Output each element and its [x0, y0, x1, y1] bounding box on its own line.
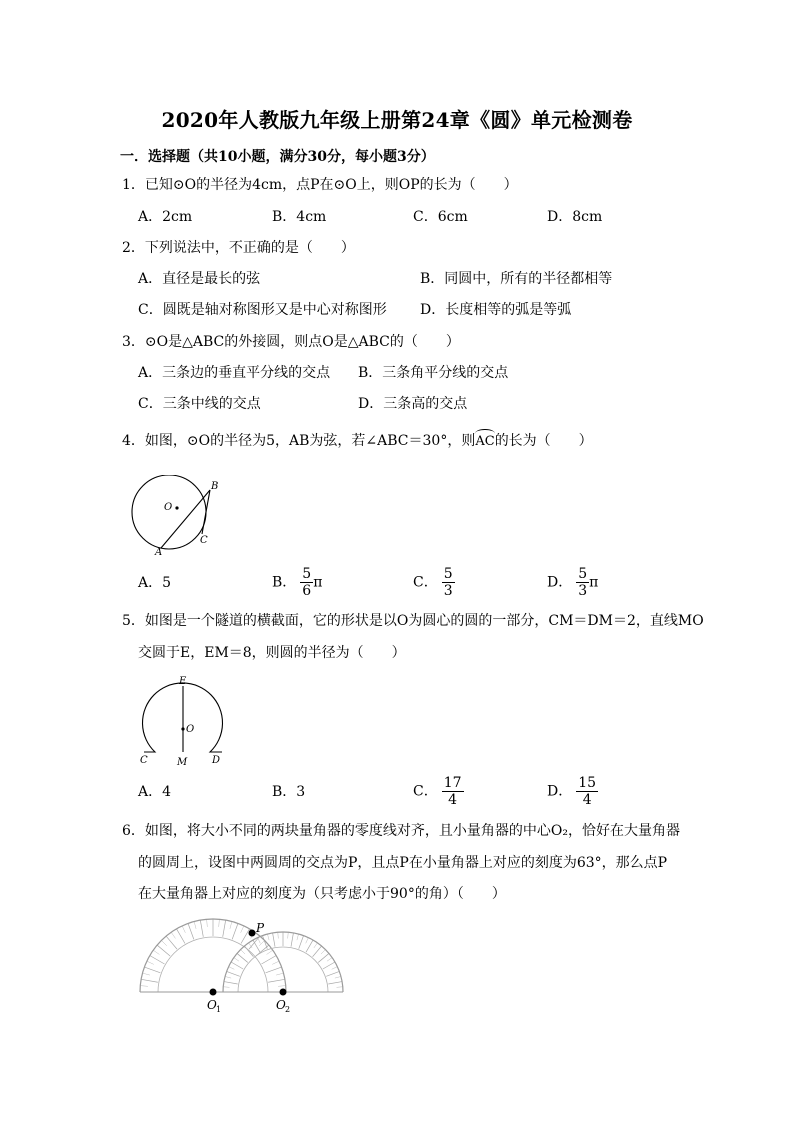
protractor-tick [278, 986, 286, 987]
protractor-tick [306, 938, 309, 944]
protractor-tick [332, 967, 338, 970]
q4-label-c: C [200, 535, 208, 546]
protractor-tick [241, 929, 250, 944]
protractor-tick [291, 933, 293, 947]
page-title: 2020年人教版九年级上册第24章《圆》单元检测卷 [161, 108, 633, 132]
q4-arc-label: AC [475, 434, 495, 449]
protractor-tick [327, 958, 332, 962]
protractor-tick [200, 920, 203, 937]
q6-label-o2: O [276, 998, 286, 1012]
protractor-tick [144, 967, 160, 973]
q2-option-b[interactable]: B．同圆中，所有的半径都相等 [420, 271, 613, 287]
q2-option-a[interactable]: A．直径是最长的弦 [138, 271, 261, 287]
protractor-tick [231, 962, 243, 969]
protractor-tick [141, 979, 158, 982]
protractor-tick [261, 956, 276, 965]
q1-option-d[interactable]: D．8cm [547, 209, 603, 225]
q5-label-e: E [179, 676, 187, 687]
protractor-tick [266, 967, 282, 973]
protractor-tick [177, 929, 186, 944]
protractor-tick [224, 982, 238, 984]
q1-option-b[interactable]: B．4cm [272, 209, 327, 225]
q4-center-dot [175, 506, 178, 509]
protractor-tick [150, 956, 165, 965]
q3-option-b[interactable]: B．三条角平分线的交点 [358, 365, 509, 381]
q4-label-a: A [155, 547, 163, 557]
q1-option-c[interactable]: C．6cm [413, 209, 468, 225]
protractor-tick [227, 971, 240, 976]
question-6-line-1: 6．如图，将大小不同的两块量角器的零度线对齐，且小量角器的中心O₂，恰好在大量角器 [122, 823, 680, 839]
q4-stem-pre: 4．如图，⊙O的半径为5，AB为弦，若∠ABC＝30°，则 [122, 433, 476, 449]
protractor-tick [267, 950, 273, 954]
protractor-tick [276, 973, 283, 975]
protractor-tick [267, 934, 269, 940]
protractor-tick [182, 926, 185, 933]
question-6-line-2: 的圆周上，设图中两圆周的交点为P，且点P在小量角器上对应的刻度为63°，那么点P [138, 855, 668, 871]
protractor-tick [161, 940, 166, 945]
q4-label-b: B [211, 481, 219, 492]
q6-label-o2-sub: 2 [285, 1005, 291, 1014]
protractor-tick [188, 923, 194, 939]
question-2-stem: 2．下列说法中，不正确的是（ ） [122, 240, 355, 256]
protractor-tick [299, 936, 304, 949]
point-p [249, 930, 256, 937]
protractor-tick [147, 961, 154, 964]
q2-option-d[interactable]: D．长度相等的弧是等弧 [420, 302, 572, 318]
protractor-tick [171, 932, 175, 938]
q5-figure [132, 673, 232, 768]
q4-option-b[interactable]: B． $\frac{5}{6}$ π [272, 566, 323, 599]
q6-protractor-figure [138, 918, 358, 1018]
q4-option-c[interactable]: C． $\frac{5}{3}$ [413, 566, 453, 599]
section-heading: 一．选择题（共10小题，满分30分，每小题3分） [120, 149, 435, 165]
protractor-tick [207, 919, 208, 927]
big-protractor-inner-arc [158, 937, 268, 992]
protractor-tick [314, 943, 318, 948]
q5-label-m: M [177, 757, 188, 768]
q5-center-dot [181, 727, 184, 730]
big-protractor-ticks [140, 919, 286, 992]
protractor-tick [253, 940, 260, 952]
q5-option-c[interactable]: C． $\frac{17}{4}$ [413, 775, 462, 808]
q6-label-o1-sub: 1 [216, 1005, 222, 1014]
protractor-tick [194, 921, 196, 928]
protractor-tick [306, 940, 313, 952]
question-4-stem [122, 433, 593, 450]
question-5-line-2: 交圆于E，EM＝8，则圆的半径为（ ） [138, 645, 406, 661]
protractor-tick [268, 979, 285, 982]
protractor-tick [273, 933, 275, 947]
protractor-tick [234, 958, 239, 962]
protractor-tick [232, 923, 238, 939]
protractor-tick [278, 932, 279, 938]
q6-label-p: P [256, 921, 265, 935]
question-1-stem: 1．已知⊙O的半径为4cm，点P在⊙O上，则OP的长为（ ） [122, 177, 518, 193]
q5-label-o: O [186, 724, 195, 735]
protractor-tick [336, 987, 342, 988]
protractor-tick [258, 938, 261, 944]
small-protractor-ticks [223, 932, 343, 992]
protractor-tick [225, 976, 231, 978]
q4-option-a[interactable]: A．5 [138, 575, 172, 591]
q2-option-c[interactable]: C．圆既是轴对称图形又是中心对称图形 [138, 302, 387, 318]
protractor-tick [140, 986, 148, 987]
protractor-tick [219, 919, 220, 927]
question-3-stem: 3．⊙O是△ABC的外接圆，则点O是△ABC的（ ） [122, 334, 460, 350]
question-5-line-1: 5．如图是一个隧道的横截面，它的形状是以O为圆心的圆的一部分，CM＝DM＝2，直线MO [122, 613, 704, 629]
q5-option-d[interactable]: D． $\frac{15}{4}$ [547, 775, 597, 808]
protractor-tick [241, 950, 245, 954]
protractor-tick [321, 950, 325, 954]
protractor-tick [297, 934, 299, 940]
protractor-tick [230, 921, 232, 928]
point-o2 [280, 989, 287, 996]
protractor-tick [223, 987, 229, 988]
q5-option-a[interactable]: A．4 [138, 784, 172, 800]
q3-option-d[interactable]: D．三条高的交点 [358, 396, 468, 412]
protractor-tick [328, 982, 342, 984]
q4-option-d[interactable]: D． $\frac{5}{3}$ π [547, 566, 599, 599]
q5-label-c: C [140, 755, 148, 766]
protractor-tick [272, 961, 279, 964]
protractor-tick [142, 973, 149, 975]
q4-figure [130, 475, 230, 557]
protractor-tick [288, 932, 289, 938]
q1-option-a[interactable]: A．2cm [138, 209, 193, 225]
protractor-tick [241, 926, 244, 933]
q4-stem-post: 的长为（ ） [494, 433, 593, 449]
q3-option-a[interactable]: A．三条边的垂直平分线的交点 [138, 365, 331, 381]
q6-label-o1: O [207, 998, 217, 1012]
point-o1 [210, 989, 217, 996]
q5-label-d: D [212, 755, 221, 766]
protractor-tick [326, 971, 339, 976]
protractor-tick [223, 920, 226, 937]
question-6-line-3: 在大量角器上对应的刻度为（只考虑小于90°的角）（ ） [138, 886, 506, 902]
q5-option-b[interactable]: B．3 [272, 784, 306, 800]
protractor-tick [229, 967, 235, 970]
protractor-tick [153, 950, 159, 954]
q4-label-o: O [164, 502, 173, 513]
protractor-tick [323, 962, 335, 969]
protractor-tick [335, 976, 341, 978]
q3-option-c[interactable]: C．三条中线的交点 [138, 396, 261, 412]
